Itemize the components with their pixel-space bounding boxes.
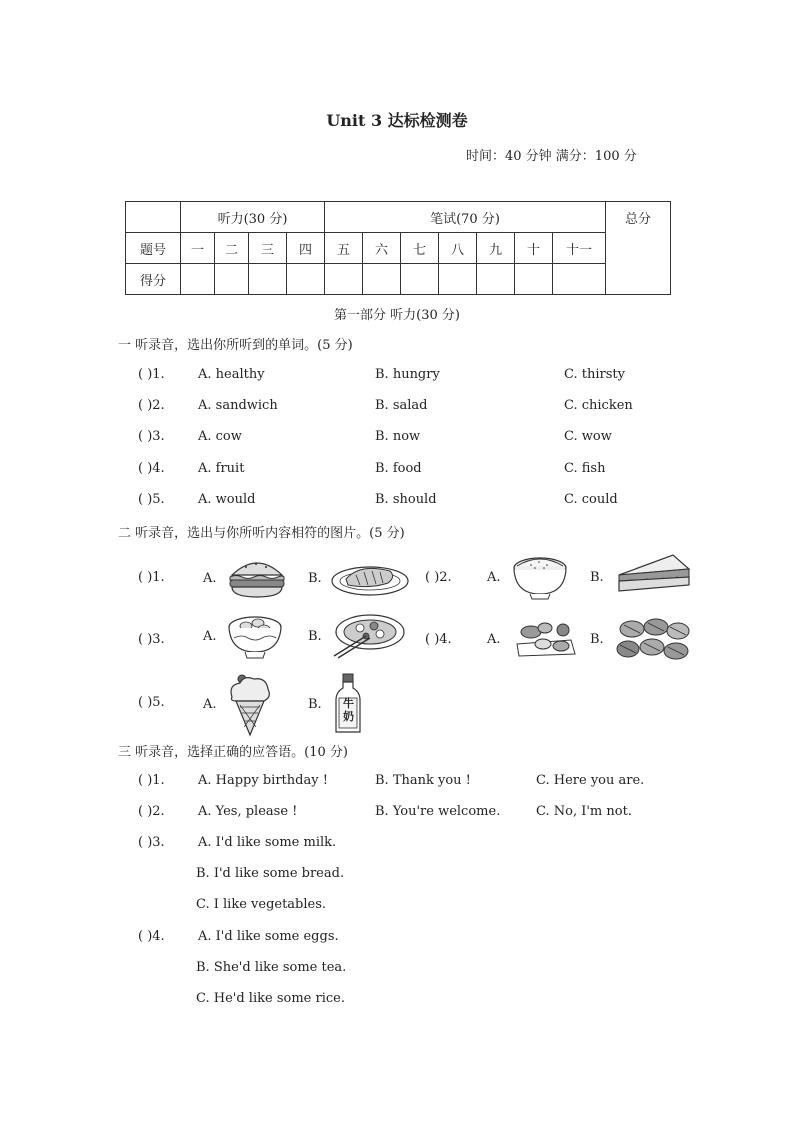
s1-q2-b: B. salad [375, 398, 428, 413]
sandwich-icon[interactable] [613, 551, 693, 595]
score-cell[interactable] [477, 264, 515, 295]
food-plate-icon[interactable] [330, 557, 410, 597]
s2-q2-a-label[interactable]: A. [487, 570, 501, 585]
score-table [125, 201, 671, 295]
row-label-score: 得分 [126, 264, 181, 295]
s3-q1-b: B. Thank you ! [375, 773, 471, 788]
section2-heading: 二 听录音，选出与你所听内容相符的图片。(5 分) [118, 526, 405, 541]
score-cell[interactable] [515, 264, 553, 295]
s1-q3-a: A. cow [198, 429, 242, 444]
score-cell[interactable] [287, 264, 325, 295]
total-header: 总分 [606, 202, 671, 295]
listening-header: 听力(30 分) [181, 202, 325, 233]
s3-q1-a: A. Happy birthday ! [198, 773, 328, 788]
meal-tray-icon[interactable] [513, 618, 579, 658]
s3-q3-a: A. I'd like some milk. [198, 835, 337, 850]
candies-icon[interactable] [614, 615, 692, 663]
s1-q3-num[interactable]: ( )3. [138, 429, 165, 444]
s2-q1-a-label[interactable]: A. [203, 571, 217, 586]
s3-q4-b: B. She'd like some tea. [196, 960, 347, 975]
num-cell: 二 [215, 233, 249, 264]
score-cell[interactable] [439, 264, 477, 295]
s3-q2-c: C. No, I'm not. [536, 804, 632, 819]
score-cell[interactable] [553, 264, 606, 295]
s2-q3-b-label[interactable]: B. [308, 629, 322, 644]
row-label-q: 题号 [126, 233, 181, 264]
writing-header: 笔试(70 分) [325, 202, 606, 233]
milk-bottle-icon[interactable] [332, 672, 364, 736]
section1-heading: 一 听录音，选出你所听到的单词。(5 分) [118, 338, 353, 353]
s2-q1-num[interactable]: ( )1. [138, 570, 165, 585]
score-cell[interactable] [325, 264, 363, 295]
s3-q3-b: B. I'd like some bread. [196, 866, 345, 881]
s2-q3-a-label[interactable]: A. [203, 629, 217, 644]
dumpling-soup-icon[interactable] [226, 612, 284, 662]
num-cell: 四 [287, 233, 325, 264]
page-title: Unit 3 达标检测卷 [326, 111, 468, 130]
s1-q5-c: C. could [564, 492, 618, 507]
s1-q5-a: A. would [198, 492, 256, 507]
num-cell: 五 [325, 233, 363, 264]
s3-q4-c: C. He'd like some rice. [196, 991, 345, 1006]
s2-q2-b-label[interactable]: B. [590, 570, 604, 585]
num-cell: 三 [249, 233, 287, 264]
s1-q2-c: C. chicken [564, 398, 633, 413]
s1-q4-b: B. food [375, 461, 422, 476]
s1-q1-b: B. hungry [375, 367, 440, 382]
section3-heading: 三 听录音，选择正确的应答语。(10 分) [118, 745, 348, 760]
noodle-plate-icon[interactable] [330, 612, 406, 660]
score-cell[interactable] [401, 264, 439, 295]
s1-q4-num[interactable]: ( )4. [138, 461, 165, 476]
num-cell: 十一 [553, 233, 606, 264]
s3-q4-num[interactable]: ( )4. [138, 929, 165, 944]
s3-q3-num[interactable]: ( )3. [138, 835, 165, 850]
num-cell: 六 [363, 233, 401, 264]
num-cell: 七 [401, 233, 439, 264]
s3-q2-b: B. You're welcome. [375, 804, 501, 819]
num-cell: 八 [439, 233, 477, 264]
s1-q3-c: C. wow [564, 429, 612, 444]
s1-q4-a: A. fruit [198, 461, 245, 476]
s1-q1-num[interactable]: ( )1. [138, 367, 165, 382]
s2-q4-a-label[interactable]: A. [487, 632, 501, 647]
s2-q4-b-label[interactable]: B. [590, 632, 604, 647]
s1-q1-a: A. healthy [198, 367, 265, 382]
hamburger-icon[interactable] [226, 555, 288, 601]
s1-q3-b: B. now [375, 429, 421, 444]
s2-q4-num[interactable]: ( )4. [425, 632, 452, 647]
ice-cream-icon[interactable] [226, 671, 274, 737]
time-info: 时间：40 分钟 满分：100 分 [466, 149, 637, 164]
score-cell[interactable] [215, 264, 249, 295]
s1-q1-c: C. thirsty [564, 367, 625, 382]
milk-label: 牛奶 [343, 697, 354, 723]
s2-q5-a-label[interactable]: A. [203, 697, 217, 712]
table-corner [126, 202, 181, 233]
s2-q3-num[interactable]: ( )3. [138, 632, 165, 647]
s2-q5-num[interactable]: ( )5. [138, 695, 165, 710]
s2-q5-b-label[interactable]: B. [308, 697, 322, 712]
s1-q5-b: B. should [375, 492, 437, 507]
s3-q1-c: C. Here you are. [536, 773, 645, 788]
s3-q2-num[interactable]: ( )2. [138, 804, 165, 819]
num-cell: 九 [477, 233, 515, 264]
part1-title: 第一部分 听力(30 分) [334, 308, 460, 323]
s3-q2-a: A. Yes, please ! [198, 804, 298, 819]
score-cell[interactable] [249, 264, 287, 295]
s3-q1-num[interactable]: ( )1. [138, 773, 165, 788]
s3-q3-c: C. I like vegetables. [196, 897, 327, 912]
s1-q2-num[interactable]: ( )2. [138, 398, 165, 413]
s1-q5-num[interactable]: ( )5. [138, 492, 165, 507]
s1-q4-c: C. fish [564, 461, 606, 476]
score-cell[interactable] [363, 264, 401, 295]
s2-q1-b-label[interactable]: B. [308, 571, 322, 586]
s1-q2-a: A. sandwich [198, 398, 278, 413]
rice-bowl-icon[interactable] [511, 552, 569, 602]
num-cell: 十 [515, 233, 553, 264]
s3-q4-a: A. I'd like some eggs. [198, 929, 339, 944]
score-cell[interactable] [181, 264, 215, 295]
s2-q2-num[interactable]: ( )2. [425, 570, 452, 585]
num-cell: 一 [181, 233, 215, 264]
